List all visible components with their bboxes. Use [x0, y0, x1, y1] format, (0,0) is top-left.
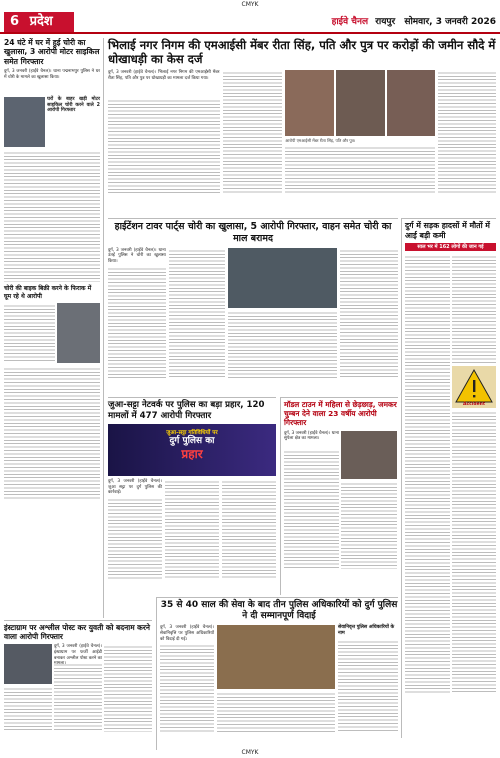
section-name: प्रदेश [29, 14, 53, 29]
accidents-body-col-2a [452, 254, 497, 364]
story-retirement [156, 597, 398, 750]
accused-group-photo [57, 303, 100, 363]
story2-dateline: दुर्ग, 3 जनवरी (हाईवे चैनल)। थाना उतई पुलिस ने चोरी का खुलासा किया। [108, 247, 166, 264]
story4-body-col-2 [341, 481, 397, 569]
farewell-ceremony-photo [217, 625, 335, 689]
accident-illustration [452, 366, 497, 408]
accidents-headline: दुर्ग में सड़क हादसों में मौतों में आई बड़ी कमी [405, 221, 490, 240]
print-registration-mark: CMYK [241, 1, 259, 8]
masthead [332, 14, 496, 27]
lead-body-col-3 [285, 145, 435, 193]
story5-body-col-1 [4, 686, 52, 732]
accidents-stat-banner: साल भर में 162 लोगों की जान गई [405, 243, 496, 251]
story2-body-col-2 [169, 248, 225, 378]
lead-body-col-4 [438, 70, 496, 194]
accused-photo-husband [336, 70, 385, 136]
story3-headline: जुआ-सट्टा नेटवर्क पर पुलिस का बड़ा प्रहार, 120 मामलों में 477 आरोपी गिरफ्तार [108, 400, 265, 421]
gambling-banner-graphic [108, 424, 276, 476]
paper-name: हाईवे चैनल [331, 17, 369, 27]
lead-body-col-2 [223, 70, 283, 194]
story4-headline: मॉडल टाउन में महिला से छेड़छाड़, जमकर चुम्बन देने वाला 23 वर्षीय आरोपी गिरफ्तार [284, 400, 397, 428]
page-header [0, 10, 500, 34]
story-instagram [4, 620, 152, 750]
story5-body-col-2 [54, 662, 102, 732]
story-molestation [280, 397, 398, 595]
edition-date: सोमवार, 3 जनवरी 2026 [404, 17, 496, 27]
story6-subhead: सेवानिवृत्त पुलिस अधिकारियों के नाम [338, 625, 395, 637]
story5-dateline: दुर्ग, 3 जनवरी (हाईवे चैनल)। इंस्टाग्राम पर फर्जी आईडी बनाकर अश्लील पोस्ट करने का मामला। [54, 644, 102, 667]
story2-body-col-3 [228, 310, 338, 378]
lead-photo-caption: आरोपी एमआईसी मेंबर रीता सिंह, पति और पुत्र। [285, 138, 356, 143]
story6-dateline: दुर्ग, 3 जनवरी (हाईवे चैनल)। सेवानिवृत्ति पर पुलिस अधिकारियों को विदाई दी गई। [160, 625, 214, 642]
left-body-text [4, 150, 100, 282]
right-column-accidents [401, 218, 496, 738]
accident-label: Accident [463, 402, 485, 408]
lead-body-col-1 [108, 98, 220, 194]
story6-body-col-2 [217, 691, 335, 733]
page-number-box [4, 12, 74, 32]
lead-dateline: दुर्ग, 3 जनवरी (हाईवे चैनल)। भिलाई नगर निगम की एमआईसी मेंबर रीता सिंह, पति और पुत्र पर धोखाधड़ी का मामला दर्ज किया गया। [108, 70, 220, 81]
accidents-body-col-1 [405, 254, 450, 694]
left-dateline: दुर्ग, 3 जनवरी (हाईवे चैनल)। थाना पद्मनाभपुर पुलिस ने घर में चोरी के मामले का खुलासा किया। [4, 69, 100, 80]
gambling-banner-line1: जुआ-सट्टा गतिविधियों पर [166, 430, 218, 437]
lead-headline: भिलाई नगर निगम की एमआईसी मेंबर रीता सिंह, पति और पुत्र पर करोड़ों की जमीन सौदे में धोखाधड़ी का केस दर्ज [108, 38, 496, 66]
story-tower-theft [108, 218, 398, 396]
story5-body-col-3 [104, 644, 152, 732]
accused-photo [4, 97, 45, 147]
left-headline: 24 घंटे में घर में हुई चोरी का खुलासा, 3 आरोपी मोटर साइकिल समेत गिरफ्तार [4, 38, 100, 66]
story-gambling [108, 397, 276, 595]
seized-goods-photo [228, 248, 338, 308]
page-number: 6 [10, 14, 20, 29]
story3-body-col-2 [165, 479, 219, 579]
accused-photo-son [387, 70, 435, 136]
city-name: रायपुर [375, 17, 396, 27]
story6-headline: 35 से 40 साल की सेवा के बाद तीन पुलिस अधिकारियों को दुर्ग पुलिस ने दी सम्मानपूर्ण विदाई [160, 600, 398, 622]
left-subhead-2: चोरी की बाइक बिक्री करने के फिराक में घूम रहे थे आरोपी [4, 285, 92, 300]
left-body-text-3 [4, 366, 100, 501]
print-registration-mark-bottom: CMYK [241, 749, 259, 756]
story2-headline: हाईटेंशन टावर पार्ट्स चोरी का खुलासा, 5 आरोपी गिरफ्तार, वाहन समेत चोरी का माल बरामद [114, 221, 392, 244]
story6-body-col-3 [338, 639, 398, 733]
story2-body-col-4 [340, 248, 398, 378]
left-body-text-2 [4, 303, 55, 363]
accused-photo-instagram [4, 644, 52, 684]
left-column [4, 38, 104, 618]
story4-body-col-1 [284, 449, 339, 569]
gambling-banner-line3: प्रहार [181, 447, 203, 462]
story4-dateline: दुर्ग, 3 जनवरी (हाईवे चैनल)। थाना सुपेला क्षेत्र का मामला। [284, 430, 339, 442]
story3-body-col-1 [108, 497, 162, 579]
lead-story [108, 38, 496, 218]
story5-headline: इंस्टाग्राम पर अश्लील पोस्ट कर युवती को बदनाम करने वाला आरोपी गिरफ्तार [4, 623, 150, 642]
accused-photo-model-town [341, 431, 397, 479]
story6-body-col-1 [160, 643, 214, 733]
left-subhead: घरों के बाहर खड़ी मोटर साइकिल चोरी करने वाले 2 आरोपी गिरफ्तार [47, 97, 100, 114]
gambling-banner-line2: दुर्ग पुलिस का [169, 436, 215, 447]
accused-photo-rita-singh [285, 70, 334, 136]
story2-body-col-1 [108, 266, 166, 378]
accidents-body-col-2b [452, 410, 497, 694]
story3-body-col-3 [222, 479, 276, 579]
story3-dateline: दुर्ग, 3 जनवरी (हाईवे चैनल)। जुआ सट्टा पर दुर्ग पुलिस की कार्रवाई। [108, 479, 162, 496]
